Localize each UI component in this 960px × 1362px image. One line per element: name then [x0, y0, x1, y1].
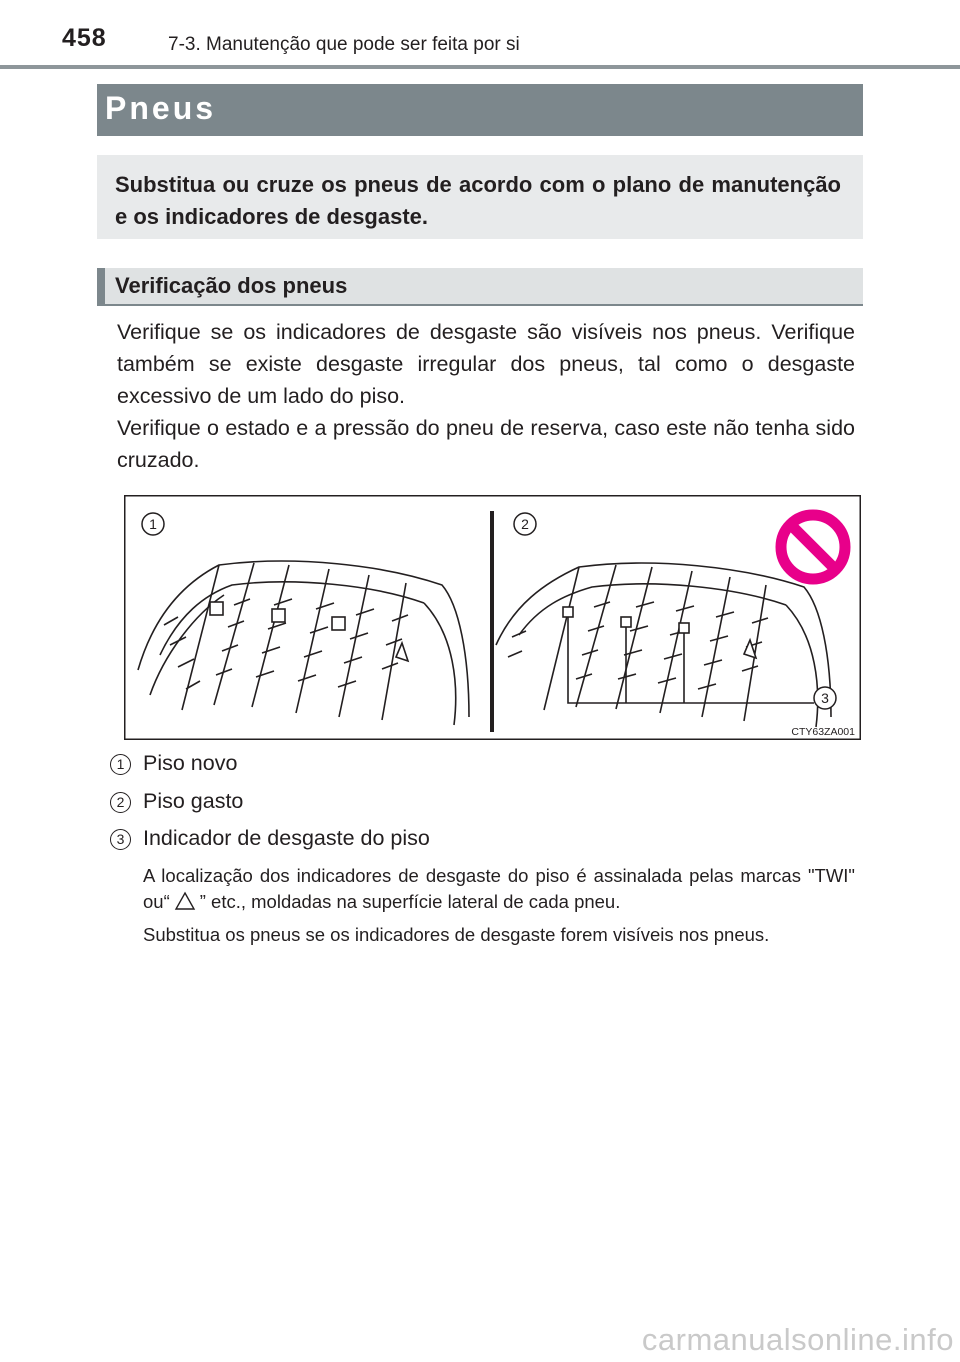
page-number: 458	[62, 24, 107, 52]
callout-1	[142, 513, 164, 535]
running-head: 7-3. Manutenção que pode ser feita por si	[168, 34, 520, 55]
footer-watermark: carmanualsonline.info	[641, 1322, 954, 1357]
triangle-outline-icon	[174, 891, 196, 911]
legend-number: 1	[110, 754, 131, 775]
note-text-part: ” etc., moldadas na superfície lateral de cada pneu.	[199, 891, 621, 912]
page-title: Pneus	[105, 90, 217, 126]
body-paragraph-2: Verifique o estado e a pressão do pneu de reserva, caso este não tenha sido cruzado.	[117, 416, 855, 472]
svg-text:2: 2	[521, 516, 529, 532]
note-tread-indicator-location	[143, 863, 855, 915]
callout-2	[514, 513, 536, 535]
note-replace-tires: Substitua os pneus se os indicadores de desgaste forem visíveis nos pneus.	[143, 924, 770, 945]
legend-label: Piso novo	[143, 751, 238, 775]
section-heading-accent	[97, 268, 105, 306]
body-paragraph-1: Verifique se os indicadores de desgaste são visíveis nos pneus. Verifique também se existe desgaste irregular dos pneus, tal como o desgaste excessivo de um lado do piso.	[117, 320, 855, 408]
legend-label: Piso gasto	[143, 789, 244, 813]
section-heading-bar	[97, 268, 863, 306]
figure-code: CTY63ZA001	[791, 726, 855, 738]
svg-text:3: 3	[821, 690, 829, 706]
callout-3	[814, 687, 836, 709]
tire-tread-figure	[124, 495, 861, 740]
title-band	[97, 84, 863, 136]
svg-text:1: 1	[149, 516, 157, 532]
note-text-part: A localização dos indicadores de desgaste do piso é assinalada pelas marcas "TWI" ou“	[143, 865, 855, 912]
section-heading: Verificação dos pneus	[115, 273, 348, 298]
intro-text: Substitua ou cruze os pneus de acordo com o plano de manutenção e os indicadores de desgaste.	[115, 172, 841, 229]
header-rule	[0, 65, 960, 69]
legend-label: Indicador de desgaste do piso	[143, 826, 430, 850]
intro-box	[97, 155, 863, 239]
legend-number: 3	[110, 829, 131, 850]
legend-number: 2	[110, 792, 131, 813]
